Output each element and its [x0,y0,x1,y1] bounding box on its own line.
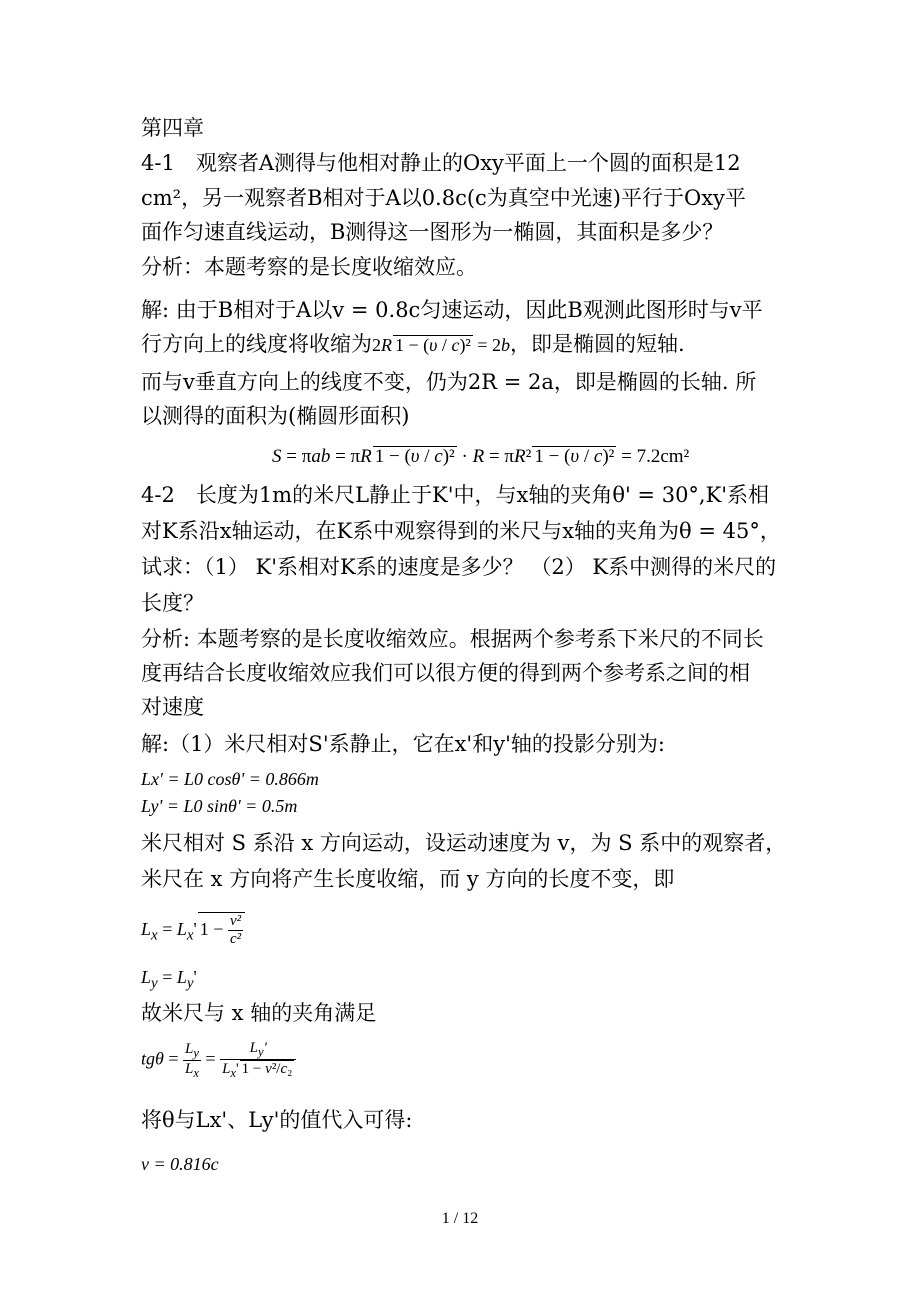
problem-4-2-line-4: 长度？ [141,591,204,615]
problem-4-1-solution-line-4: 以测得的面积为(椭圆形面积) [141,404,410,428]
problem-4-2-analysis-line-2: 度再结合长度收缩效应我们可以很方便的得到两个参考系之间的相 [141,661,750,685]
velocity-result: v = 0.816c [141,1154,219,1174]
problem-4-1-analysis: 分析：本题考察的是长度收缩效应。 [141,255,477,279]
problem-4-1-solution-line-2 [141,334,685,355]
solution-text: 行方向上的线度将收缩为 [141,332,372,356]
problem-4-2-line-1: 4-2 长度为1m的米尺L静止于K'中，与x轴的夹角θ' = 30°,K'系相 [141,483,770,507]
problem-4-2-text-line-4: 将θ与Lx'、Ly'的值代入可得: [141,1108,413,1132]
ellipse-area-formula: S = πab = πR 1 − (υ / c)² · R = πR² 1 − (υ / c)² = 7.2cm² [272,446,690,467]
problem-4-2-text-line-2: 米尺在 x 方向将产生长度收缩，而 y 方向的长度不变，即 [141,867,675,891]
equation-ly-prime: Ly' = L0 sinθ' = 0.5m [141,796,298,816]
problem-4-2-line-2: 对K系沿x轴运动，在K系中观察得到的米尺与x轴的夹角为θ = 45°， [141,519,781,543]
page-number: 1 / 12 [441,1210,479,1227]
problem-4-2-text-line-1: 米尺相对 S 系沿 x 方向运动，设运动速度为 v，为 S 系中的观察者， [141,831,787,855]
problem-4-1-line-3: 面作匀速直线运动，B测得这一图形为一椭圆，其面积是多少？ [141,220,724,244]
problem-4-1-line-2: cm²，另一观察者B相对于A以0.8c(c为真空中光速)平行于Oxy平 [141,186,746,210]
area-result: = 7.2cm² [621,446,690,467]
contraction-formula: 2R 1 − (υ / c)² = 2b [372,335,510,355]
problem-4-2-analysis-line-1: 分析: 本题考察的是长度收缩效应。根据两个参考系下米尺的不同长 [141,627,764,651]
problem-4-2-solution-line-1: 解:（1）米尺相对S'系静止，它在x'和y'轴的投影分别为: [141,732,665,756]
problem-4-1-line-1: 4-1 观察者A测得与他相对静止的Oxy平面上一个圆的面积是12 [141,151,741,175]
equation-tangent-angle: tgθ = $\frac{L_y}{L_x}$ = $\frac{L_y'}{L_x' 1 - v^2/c_2}$ [141,1040,296,1081]
problem-4-2-text-line-3: 故米尺与 x 轴的夹角满足 [141,1001,377,1025]
problem-4-1-solution-line-1: 解: 由于B相对于A以v = 0.8c匀速运动，因此B观测此图形时与v平 [141,298,763,322]
chapter-title: 第四章 [141,116,204,140]
equation-lx-prime: Lx' = L0 cosθ' = 0.866m [141,769,319,789]
problem-4-2-line-3: 试求：（1） K'系相对K系的速度是多少？ （2） K系中测得的米尺的 [141,555,777,579]
equation-lx-contracted: $L_x = L_x'$ 1 − $\frac{\text{v²}}{\text{c²}}$ [141,912,245,949]
equation-ly-unchanged: $L_y = L_y'$ [141,967,197,992]
solution-text: ，即是椭圆的短轴. [509,332,685,356]
problem-4-1-solution-line-3: 而与v垂直方向上的线度不变，仍为2R = 2a，即是椭圆的长轴. 所 [141,370,757,394]
problem-4-2-analysis-line-3: 对速度 [141,695,204,719]
